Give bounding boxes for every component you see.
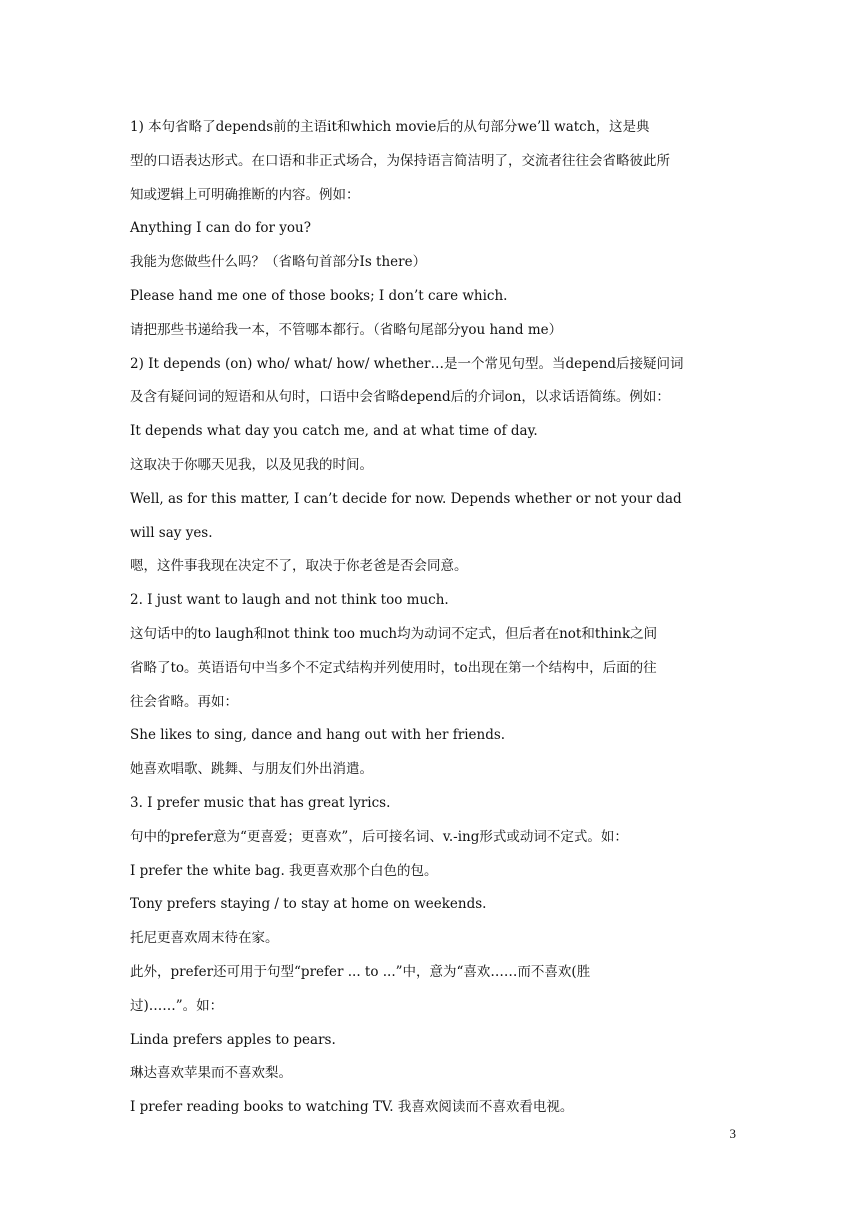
text-line: I prefer the white bag. 我更喜欢那个白色的包。 (130, 862, 438, 879)
text-line: 型的口语表达形式。在口语和非正式场合，为保持语言简洁明了，交流者往往会省略彼此所 (130, 152, 670, 169)
text-line: 请把那些书递给我一本，不管哪本都行。（省略句尾部分you hand me） (130, 321, 563, 338)
text-line: I prefer reading books to watching TV. 我喜欢阅读而不喜欢看电视。 (130, 1099, 574, 1116)
text-line: 她喜欢唱歌、跳舞、与朋友们外出消遣。 (130, 761, 373, 778)
text-line: It depends what day you catch me, and at what time of day. (130, 423, 538, 440)
text-line: 2) It depends (on) who/ what/ how/ whether…是一个常见句型。当depend后接疑问词 (130, 355, 684, 372)
text-line: 3. I prefer music that has great lyrics. (130, 794, 391, 811)
text-line: Please hand me one of those books; I don’t care which. (130, 287, 508, 304)
text-line: 1) 本句省略了depends前的主语it和which movie后的从句部分we’ll watch，这是典 (130, 119, 650, 135)
text-line: 省略了to。英语语句中当多个不定式结构并列使用时，to出现在第一个结构中，后面的往 (130, 659, 657, 676)
text-line: She likes to sing, dance and hang out with her friends. (130, 727, 506, 744)
text-line: Tony prefers staying / to stay at home on weekends. (130, 896, 487, 913)
text-line: 托尼更喜欢周末待在家。 (130, 930, 279, 947)
text-line: 我能为您做些什么吗？（省略句首部分Is there） (130, 254, 427, 271)
text-line: 这句话中的to laugh和not think too much均为动词不定式，但后者在not和think之间 (130, 625, 658, 642)
text-line: 这取决于你哪天见我，以及见我的时间。 (130, 456, 373, 473)
text-line: 琳达喜欢苹果而不喜欢梨。 (130, 1065, 292, 1082)
text-line: 往会省略。再如： (130, 693, 238, 710)
text-line: Well, as for this matter, I can’t decide for now. Depends whether or not your dad (130, 490, 682, 507)
text-line: 此外，prefer还可用于句型“prefer ... to ...”中，意为“喜欢……而不喜欢(胜 (130, 963, 591, 980)
text-line: 2. I just want to laugh and not think too much. (130, 592, 449, 609)
text-line: 过)……”。如： (130, 997, 224, 1014)
text-line: Anything I can do for you? (130, 220, 311, 237)
text-line: will say yes. (130, 524, 213, 541)
text-line: 及含有疑问词的短语和从句时，口语中会省略depend后的介词on，以求话语简练。例如： (130, 389, 670, 406)
page-number: 3 (729, 1126, 736, 1141)
text-line: 句中的prefer意为“更喜爱；更喜欢”，后可接名词、v.-ing形式或动词不定式。如： (130, 828, 628, 845)
text-line: 知或逻辑上可明确推断的内容。例如： (130, 186, 360, 203)
text-line: 嗯，这件事我现在决定不了，取决于你老爸是否会同意。 (130, 558, 468, 575)
text-line: Linda prefers apples to pears. (130, 1031, 336, 1048)
document-body (130, 111, 732, 1125)
